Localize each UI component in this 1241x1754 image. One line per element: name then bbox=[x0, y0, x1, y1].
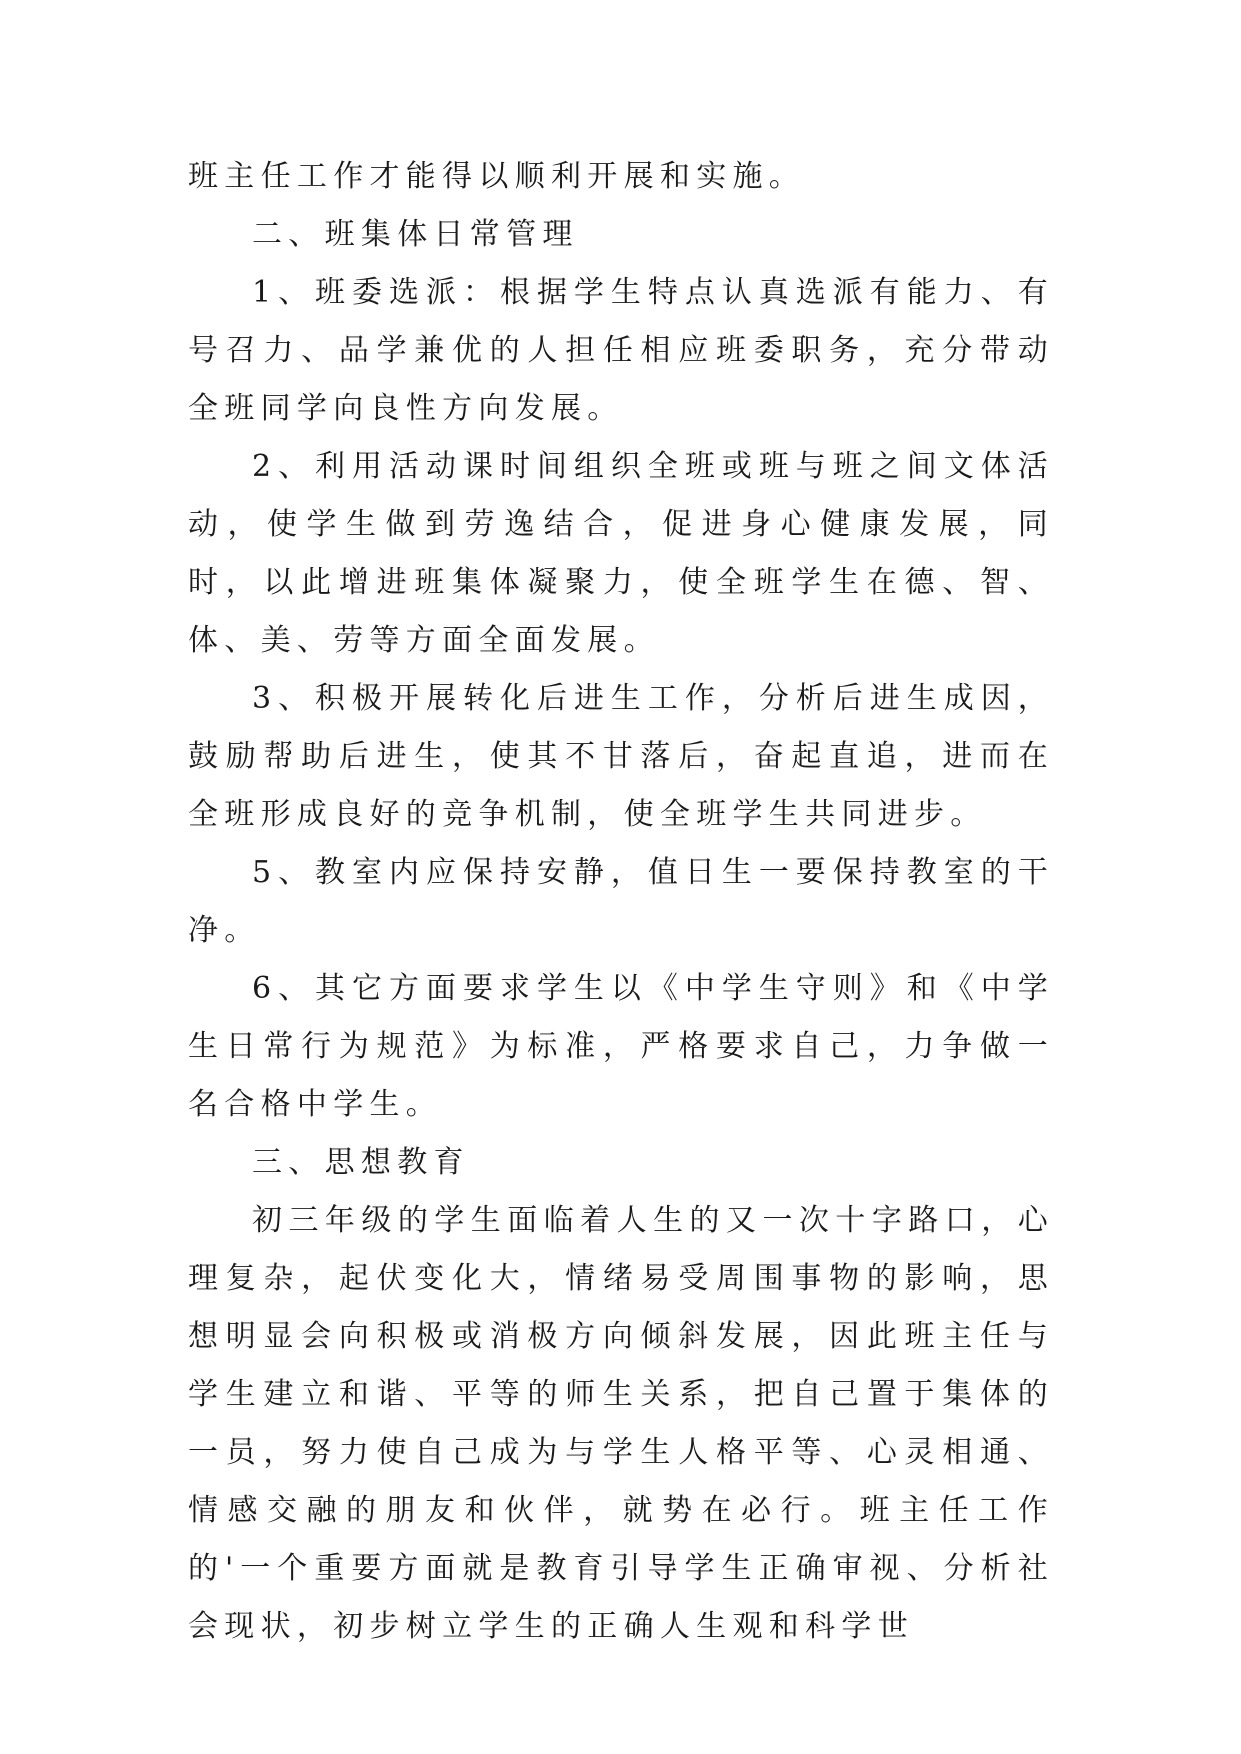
paragraph-ideological-education: 初三年级的学生面临着人生的又一次十字路口，心理复杂，起伏变化大，情绪易受周围事物的影响，思想明显会向积极或消极方向倾斜发展，因此班主任与学生建立和谐、平等的师生关系，把自己置于集体的一员，努力使自己成为与学生人格平等、心灵相通、情感交融的朋友和伙伴，就势在必行。班主任工作的'一个重要方面就是教育引导学生正确审视、分析社会现状，初步树立学生的正确人生观和科学世 bbox=[188, 1203, 1054, 1644]
paragraph-item-3: 3、积极开展转化后进生工作，分析后进生成因，鼓励帮助后进生，使其不甘落后，奋起直追，进而在全班形成良好的竞争机制，使全班学生共同进步。 bbox=[188, 681, 1054, 832]
paragraph-item-1: 1、班委选派：根据学生特点认真选派有能力、有号召力、品学兼优的人担任相应班委职务，充分带动全班同学向良性方向发展。 bbox=[188, 275, 1054, 426]
continuation-paragraph: 班主任工作才能得以顺利开展和实施。 bbox=[188, 159, 806, 194]
paragraph-item-5: 5、教室内应保持安静，值日生一要保持教室的干净。 bbox=[188, 855, 1054, 948]
paragraph-item-2: 2、利用活动课时间组织全班或班与班之间文体活动，使学生做到劳逸结合，促进身心健康发展，同时，以此增进班集体凝聚力，使全班学生在德、智、体、美、劳等方面全面发展。 bbox=[188, 449, 1054, 658]
section-heading-daily-management: 二、班集体日常管理 bbox=[252, 217, 579, 252]
paragraph-item-6: 6、其它方面要求学生以《中学生守则》和《中学生日常行为规范》为标准，严格要求自己，力争做一名合格中学生。 bbox=[188, 971, 1054, 1122]
section-heading-ideological-education: 三、思想教育 bbox=[252, 1145, 470, 1180]
document-body bbox=[188, 148, 1054, 1656]
